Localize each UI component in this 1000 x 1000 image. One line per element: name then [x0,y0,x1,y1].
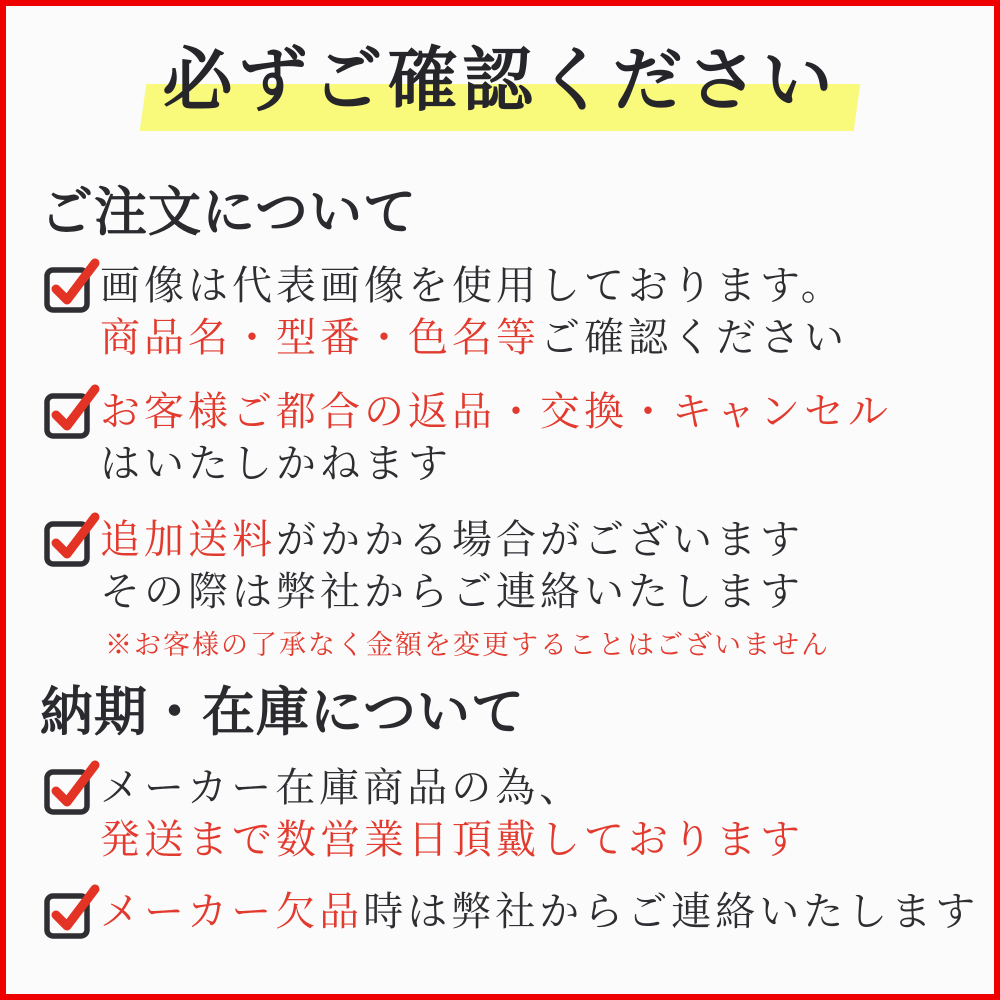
stock-item-lead-time [43,762,804,866]
item-text-lines [100,260,848,364]
order-item-returns [43,386,892,490]
order-section-heading: ご注文について [40,184,417,242]
item-line [100,762,804,814]
notice-title: 必ずご確認ください [162,43,838,120]
stock-item-out-of-stock [43,886,979,938]
item-text-red: お客様ご都合の返品・交換・キャンセル [100,389,892,434]
checkbox-checked-icon [43,258,101,314]
item-line [100,566,830,618]
item-line [100,886,979,938]
item-line [100,312,848,364]
item-text: 時は弊社からご連絡いたします [363,889,980,934]
item-text-red: メーカー欠品 [100,889,364,934]
note-text: ※お客様の了承なく金額を変更することはございません [105,630,830,660]
checkbox-checked-icon [43,760,101,816]
item-text-lines [100,514,830,618]
item-text: メーカー在庫商品の為、 [100,765,584,810]
item-line [100,386,892,438]
item-text-lines [100,886,979,938]
item-text-red: 追加送料 [100,517,276,562]
item-text: 画像は代表画像を使用しております。 [100,263,845,308]
order-item-extra-shipping [43,514,830,661]
item-line [100,514,830,566]
item-text-lines [100,386,892,490]
item-text-red: 商品名・型番・色名等 [100,315,540,360]
item-text: がかかる場合がございます [276,517,804,562]
item-text: はいたしかねます [100,441,452,486]
item-line [100,814,804,866]
item-line [100,260,848,312]
item-line [100,438,892,490]
stock-section-heading: 納期・在庫について [40,684,525,742]
item-text-red: 発送まで数営業日頂戴しております [100,817,804,862]
checkbox-checked-icon [43,512,101,568]
order-item-representative-image [43,260,848,364]
checkbox-checked-icon [43,884,101,940]
item-text-lines [100,762,804,866]
checkbox-checked-icon [43,384,101,440]
item-text: その際は弊社からご連絡いたします [100,569,804,614]
item-text: ご確認ください [540,315,848,360]
